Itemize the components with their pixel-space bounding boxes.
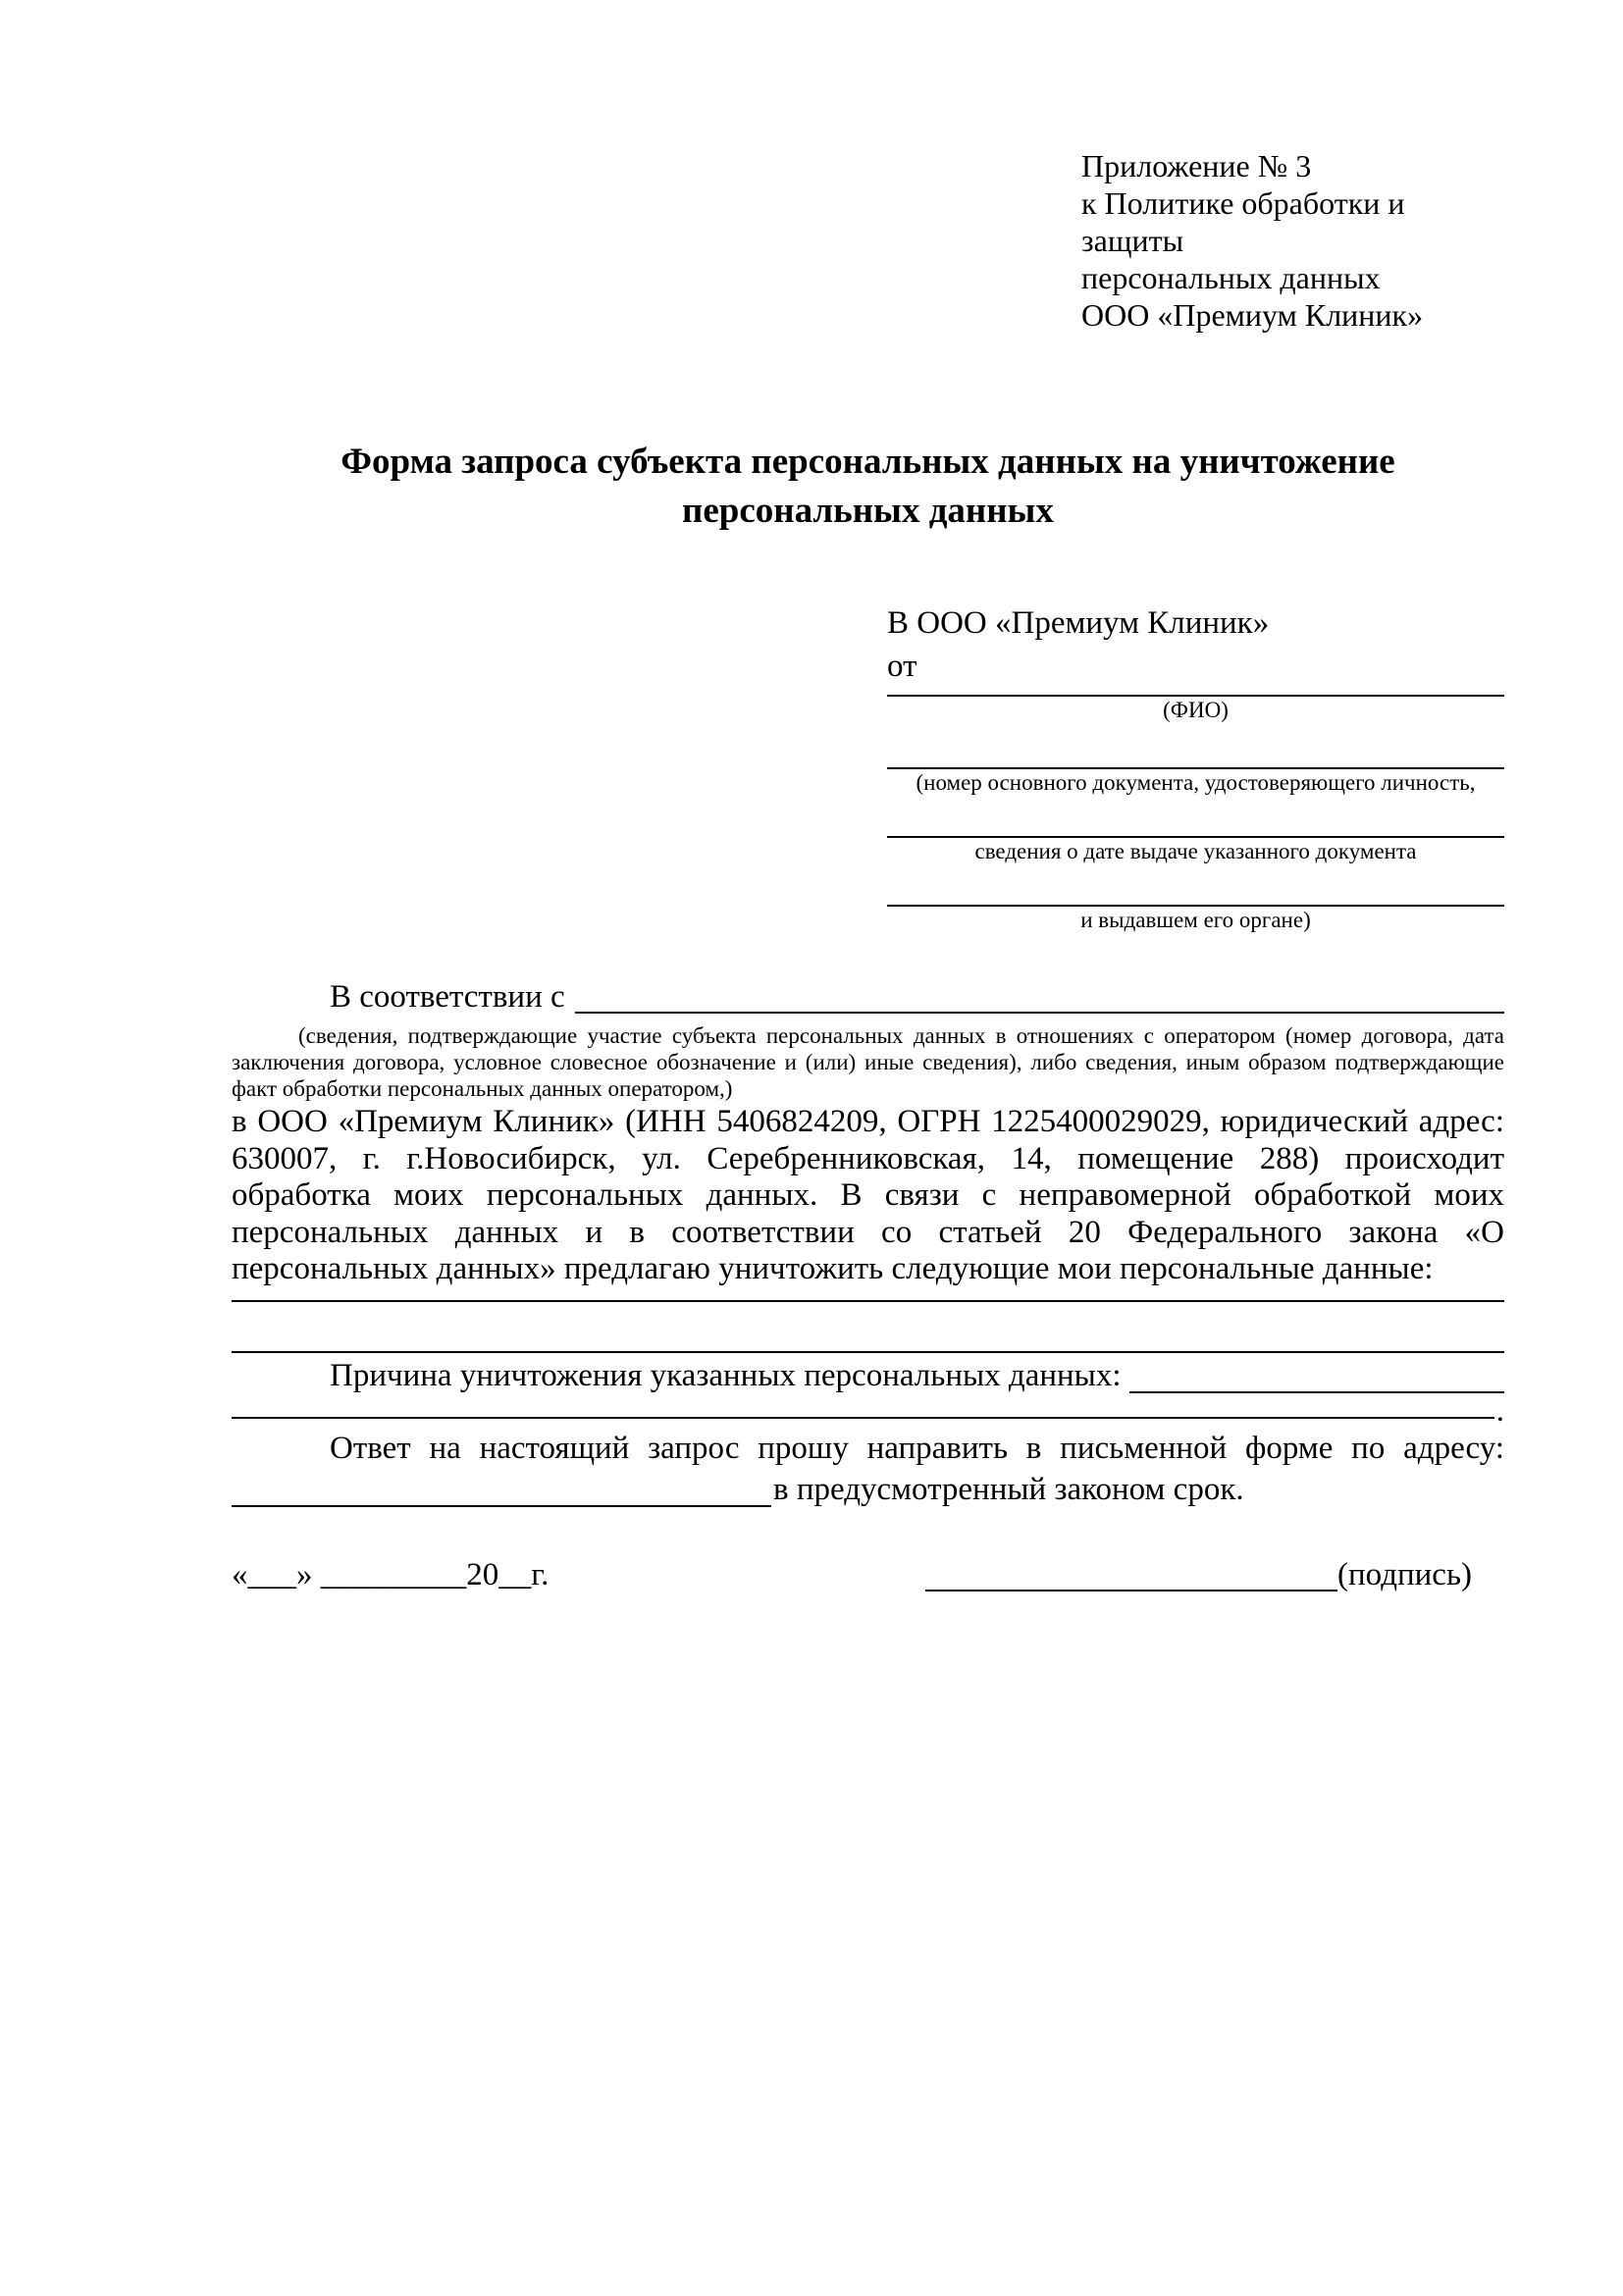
signature-field-line[interactable]: [925, 1590, 1337, 1592]
reason-label: Причина уничтожения указанных персональных данных:: [330, 1357, 1122, 1393]
appendix-header-line-3: персональных данных: [1081, 260, 1381, 295]
fio-field-caption: (ФИО): [1163, 698, 1229, 722]
reason-row: [232, 1353, 1504, 1398]
page-title-line-1: Форма запроса субъекта персональных данных на уничтожение: [340, 442, 1395, 482]
signature-group: [925, 1553, 1504, 1596]
issuing-authority-field-line[interactable]: [887, 865, 1504, 907]
addressee-from-label: от: [887, 649, 917, 684]
date-signature-row: [232, 1553, 1504, 1596]
reason-continuation-row: [232, 1392, 1504, 1429]
issue-date-field-caption: сведения о дате выдаче указанного документа: [974, 839, 1417, 863]
page-title: [232, 438, 1504, 536]
accordance-label: В соответствии с: [330, 979, 565, 1015]
accordance-row: [232, 975, 1504, 1018]
document-number-field-line[interactable]: [887, 724, 1504, 769]
signature-caption: (подпись): [1337, 1556, 1472, 1592]
addressee-organization: В ООО «Премиум Клиник»: [887, 605, 1270, 641]
appendix-header-line-4: ООО «Премиум Клиник»: [1081, 297, 1424, 333]
appendix-header-line-2: к Политике обработки и защиты: [1081, 185, 1405, 258]
issue-date-field-line[interactable]: [887, 797, 1504, 838]
date-blank[interactable]: «___» _________20__г.: [232, 1556, 550, 1592]
personal-data-field-line-1[interactable]: [232, 1290, 1504, 1302]
issuing-authority-field-caption: и выдавшем его органе): [1080, 908, 1311, 932]
accordance-field-line[interactable]: [575, 1012, 1504, 1014]
address-field-line[interactable]: [232, 1505, 771, 1507]
addressee-block: [887, 600, 1504, 934]
fio-field-line[interactable]: [887, 687, 1504, 697]
appendix-header: [1081, 0, 1504, 334]
reason-field-line-2[interactable]: [232, 1417, 1494, 1419]
reason-field-line[interactable]: [1129, 1391, 1504, 1393]
response-sentence: Ответ на настоящий запрос прошу направить в письменной форме по адресу:: [330, 1430, 1504, 1466]
personal-data-field-line-2[interactable]: [232, 1302, 1504, 1353]
accordance-note: (сведения, подтверждающие участие субъекта персональных данных в отношениях с оператором (номер договора, дата заключения договора, условное словесное обозначение и (или) иные сведения), либо сведения, иным образом подтверждающие факт обработки персональных данных оператором,): [232, 1023, 1504, 1101]
response-sentence-tail: в предусмотренный законом срок.: [773, 1471, 1244, 1507]
document-number-field-caption: (номер основного документа, удостоверяющего личность,: [916, 770, 1476, 795]
main-paragraph: в ООО «Премиум Клиник» (ИНН 5406824209, ОГРН 1225400029029, юридический адрес: 630007, г. г.Новосибирск, ул. Серебренниковская, 14, помещение 288) происходит обработка моих персональных данных. В связи с неправомерной обработкой моих персональных данных и в соответствии со статьей 20 Федерального закона «О персональных данных» предлагаю уничтожить следующие мои персональные данные:: [232, 1104, 1504, 1286]
appendix-header-line-1: Приложение № 3: [1081, 148, 1312, 183]
address-row: [232, 1467, 1504, 1512]
page-title-line-2: персональных данных: [682, 491, 1054, 531]
document-content: [232, 0, 1504, 1596]
sentence-period: .: [1495, 1392, 1504, 1429]
